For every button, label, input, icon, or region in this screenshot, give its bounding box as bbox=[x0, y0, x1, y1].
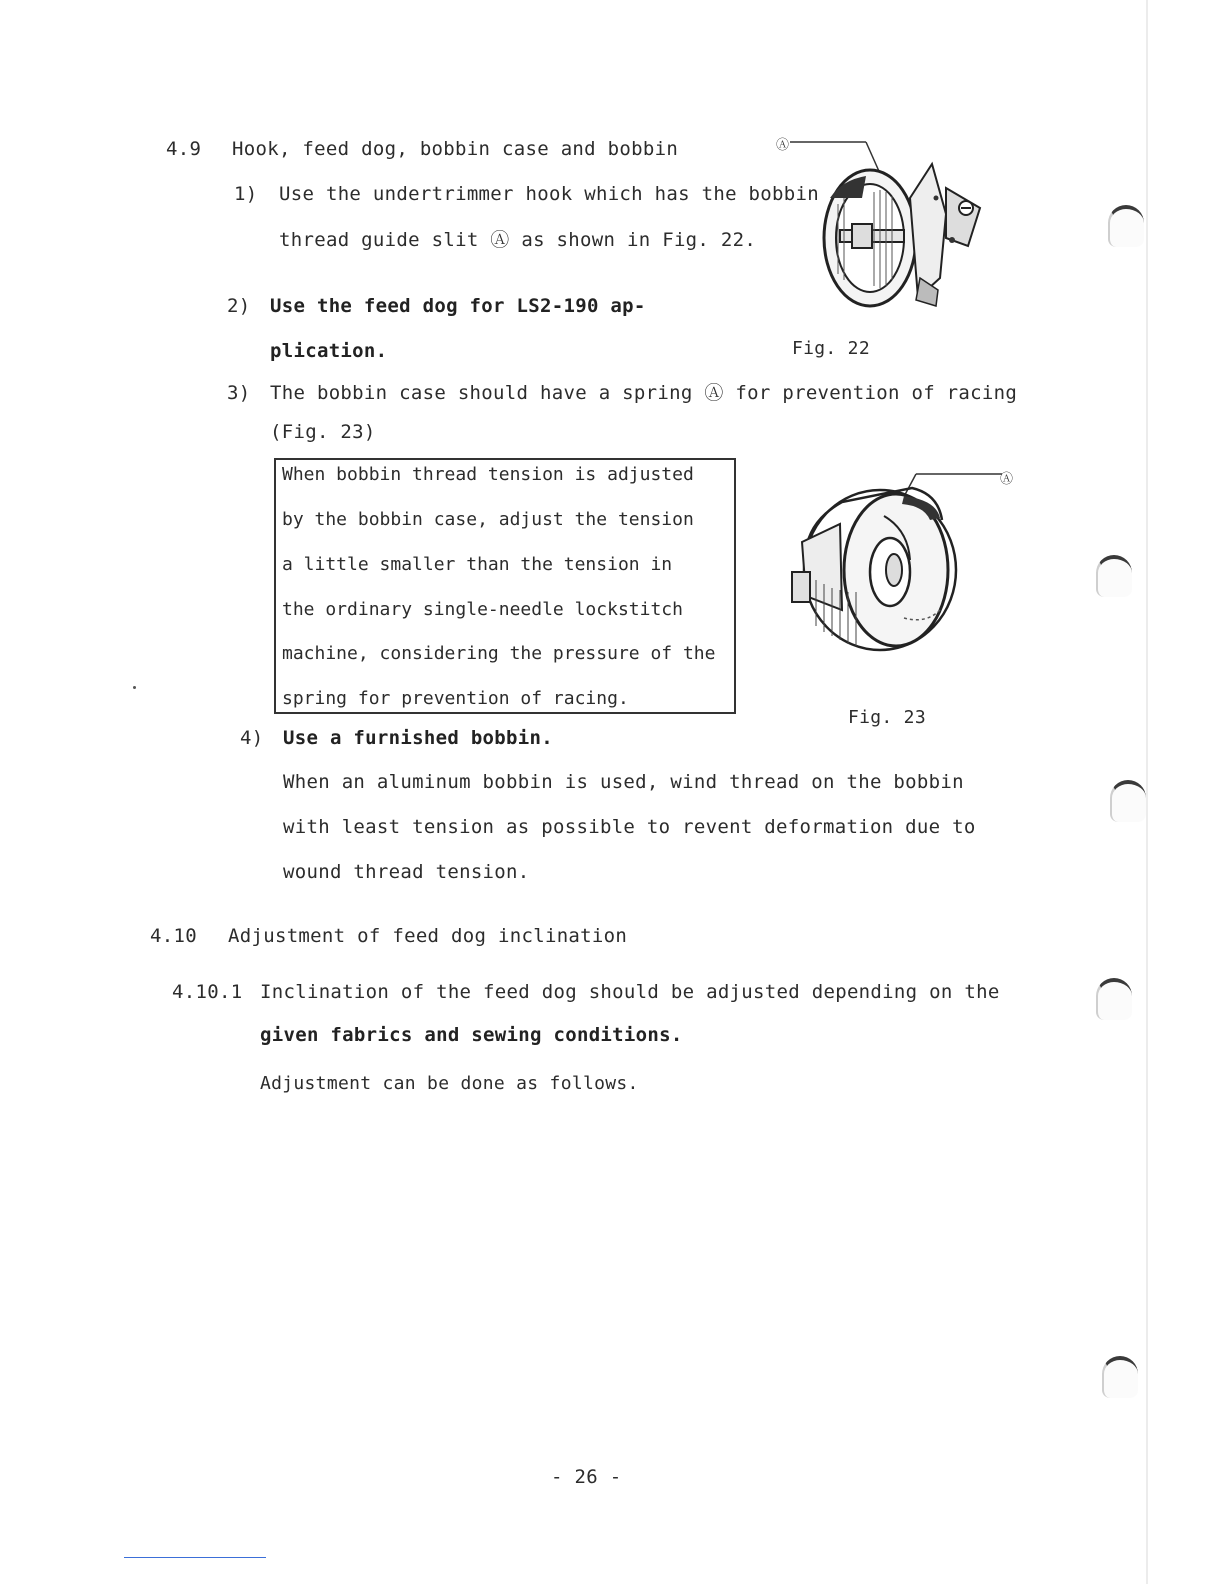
item-text: wound thread tension. bbox=[283, 861, 530, 883]
item-text: plication. bbox=[270, 340, 388, 362]
binder-hole-mark bbox=[1096, 555, 1132, 597]
fig22-caption: Fig. 22 bbox=[792, 338, 870, 359]
item-text: The bobbin case should have a spring Ⓐ for prevention of racing bbox=[270, 382, 1018, 404]
fig23-callout-label: Ⓐ bbox=[1000, 472, 1014, 487]
fig23-caption: Fig. 23 bbox=[848, 707, 926, 728]
tension-note-box bbox=[274, 458, 736, 714]
item-number: 4) bbox=[240, 727, 264, 749]
fig22-hook-illustration bbox=[770, 128, 990, 328]
item-text: Use a furnished bobbin. bbox=[283, 727, 553, 749]
fig23-bobbin-case-illustration bbox=[780, 460, 1020, 660]
note-line: spring for prevention of racing. bbox=[282, 688, 629, 709]
item-number: 2) bbox=[227, 295, 251, 317]
note-line: a little smaller than the tension in bbox=[282, 554, 673, 575]
note-line: the ordinary single-needle lockstitch bbox=[282, 599, 683, 620]
note-line: machine, considering the pressure of the bbox=[282, 643, 716, 664]
item-text: (Fig. 23) bbox=[270, 421, 376, 443]
item-text: Use the feed dog for LS2-190 ap- bbox=[270, 295, 646, 317]
scan-speck bbox=[133, 686, 136, 689]
subsection-text: Adjustment can be done as follows. bbox=[260, 1073, 639, 1094]
subsection-text: Inclination of the feed dog should be adjusted depending on the bbox=[260, 981, 1000, 1003]
footer-rule bbox=[124, 1557, 266, 1558]
binder-hole-mark bbox=[1102, 1356, 1138, 1398]
item-number: 1) bbox=[234, 183, 258, 205]
section-title: Adjustment of feed dog inclination bbox=[228, 925, 628, 947]
section-title: Hook, feed dog, bobbin case and bobbin bbox=[232, 138, 679, 160]
item-text: Use the undertrimmer hook which has the bobbin bbox=[279, 183, 819, 205]
item-text: thread guide slit Ⓐ as shown in Fig. 22. bbox=[279, 229, 757, 251]
item-text: with least tension as possible to revent deformation due to bbox=[283, 816, 976, 838]
binder-hole-mark bbox=[1096, 978, 1132, 1020]
note-line: When bobbin thread tension is adjusted bbox=[282, 464, 694, 485]
page-edge bbox=[1146, 0, 1148, 1584]
note-line: by the bobbin case, adjust the tension bbox=[282, 509, 694, 530]
item-number: 3) bbox=[227, 382, 251, 404]
subsection-number: 4.10.1 bbox=[172, 981, 243, 1003]
subsection-text: given fabrics and sewing conditions. bbox=[260, 1024, 683, 1046]
section-number: 4.9 bbox=[166, 138, 202, 160]
binder-hole-mark bbox=[1108, 205, 1144, 247]
section-number: 4.10 bbox=[150, 925, 197, 947]
page-number: - 26 - bbox=[551, 1466, 622, 1488]
item-text: When an aluminum bobbin is used, wind thread on the bobbin bbox=[283, 771, 964, 793]
binder-hole-mark bbox=[1110, 780, 1146, 822]
fig22-callout-label: Ⓐ bbox=[776, 138, 790, 153]
